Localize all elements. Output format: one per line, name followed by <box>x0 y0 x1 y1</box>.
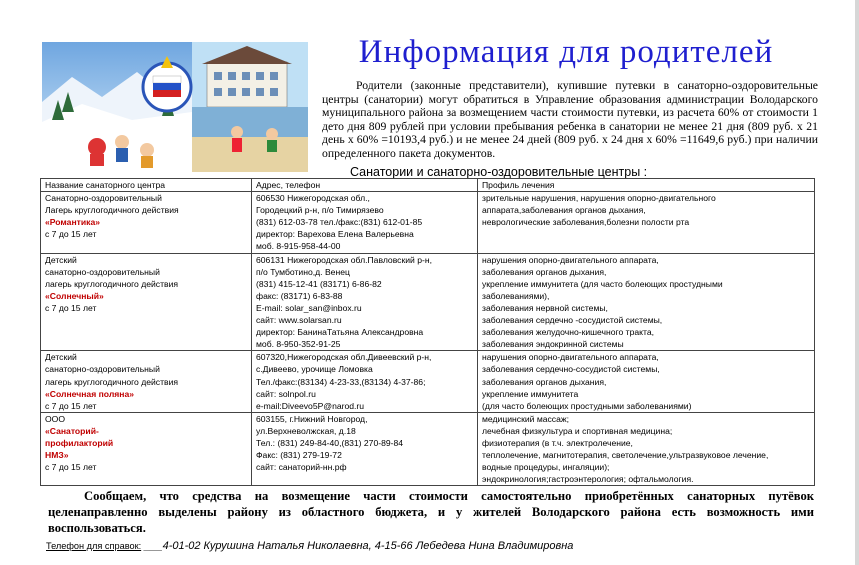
fax-line: факс: (83171) 6-83-88 <box>256 290 343 301</box>
profile-line: водные процедуры, ингаляции); <box>482 462 610 473</box>
name-line: лагерь круглогодичного действия <box>45 278 179 289</box>
mobile-line: моб. 8-915-958-44-00 <box>256 241 341 252</box>
address-line: ул.Верхневолжская, д.18 <box>256 425 356 436</box>
address-line: 607320,Нижегородская обл.Дивеевский р-н, <box>256 352 432 363</box>
fax-line: Факс: (831) 279-19-72 <box>256 450 342 461</box>
name-line: санаторно-оздоровительный <box>45 266 160 277</box>
name-line: Детский <box>45 352 77 363</box>
profile-line: (для часто болеющих простудными заболеваниями) <box>482 400 692 411</box>
director-line: директор: Варехова Елена Валерьевна <box>256 229 414 240</box>
phone-line: (831) 415-12-41 (83171) 6-86-82 <box>256 278 382 289</box>
name-line: лагерь круглогодичного действия <box>45 376 179 387</box>
column-header-address: Адрес, телефон <box>252 179 478 192</box>
vertical-scrollbar[interactable] <box>855 0 859 565</box>
profile-line: нарушения опорно-двигательного аппарата, <box>482 254 659 265</box>
table-row <box>41 192 815 253</box>
director-line: директор: БанинаТатьяна Александровна <box>256 327 424 338</box>
address-line: 606530 Нижегородская обл., <box>256 193 370 204</box>
footer-label: Телефон для справок: <box>46 541 142 551</box>
profile-line: неврологические заболевания,болезни полости рта <box>482 217 690 228</box>
email-link[interactable]: E-mail: solar_san@inbox.ru <box>256 302 362 313</box>
profile-line: заболевания эндокринной системы <box>482 339 624 350</box>
funding-notice: Сообщаем, что средства на возмещение части стоимости самостоятельно приобретённых санаторных путёвок целенаправленно выделены району из областного бюджета, и у жителей Володарского района есть возможность ими воспользоваться. <box>48 489 814 535</box>
name-line: Детский <box>45 254 77 265</box>
age-range: с 7 до 15 лет <box>45 229 97 240</box>
profile-line: заболевания сердечно -сосудистой системы, <box>482 315 663 326</box>
website-link[interactable]: сайт: solnpol.ru <box>256 388 316 399</box>
intro-paragraph: Родители (законные представители), купившие путевки в санаторно-оздоровительные центры (санатории) могут обратиться в Управление образования администрации Володарского муниципального района за возмещением части стоимости путевки, из расчета 60% от стоимости 1 дето дня 809 рублей при условии пребывания ребенка в санатории не менее 21 дня (809 руб. х 21 день х 60% =10193,4 руб.) и не менее 24 дней (809 руб. х 24 дня х 60% =11649,6 руб.) при наличии определенного пакета документов. <box>322 79 818 160</box>
table-row <box>41 351 815 412</box>
age-range: с 7 до 15 лет <box>45 462 97 473</box>
sanatorium-name: НМЗ» <box>45 450 69 461</box>
profile-line: заболевания органов дыхания, <box>482 376 607 387</box>
address-cell <box>252 192 478 253</box>
phone-line: (831) 612-03-78 тел./факс:(831) 612-01-85 <box>256 217 423 228</box>
email-link[interactable]: e-mail:Diveevo5P@narod.ru <box>256 400 365 411</box>
age-range: с 7 до 15 лет <box>45 400 97 411</box>
profile-line: заболевания нервной системы, <box>482 302 608 313</box>
profile-line: укрепление иммунитета (для часто болеющих простудными <box>482 278 723 289</box>
section-title: Санатории и санаторно-оздоровительные центры : <box>350 165 648 179</box>
footer-phones: ___4-01-02 Курушина Наталья Николаевна, 4-15-66 Лебедева Нина Владимировна <box>144 540 574 552</box>
sanatorium-name-cell <box>41 351 252 412</box>
table-row <box>41 253 815 351</box>
profile-line: аппарата,заболевания органов дыхания, <box>482 205 646 216</box>
profile-line: заболевания желудочно-кишечного тракта, <box>482 327 655 338</box>
column-header-name: Название санаторного центра <box>41 179 252 192</box>
address-line: Городецкий р-н, п/о Тимирязево <box>256 205 384 216</box>
website-link[interactable]: сайт: www.solarsan.ru <box>256 315 342 326</box>
name-line: Санаторно-оздоровительный <box>45 193 162 204</box>
treatment-profile-cell <box>478 351 815 412</box>
table-row <box>41 412 815 486</box>
age-range: с 7 до 15 лет <box>45 302 97 313</box>
address-cell <box>252 253 478 351</box>
sanatorium-name-cell <box>41 192 252 253</box>
sanatoriums-table <box>40 178 815 486</box>
footer-contacts <box>46 540 573 552</box>
table-header-row <box>41 179 815 192</box>
sanatorium-name: «Санаторий- <box>45 425 99 436</box>
children-winter-resort-image <box>42 42 308 172</box>
address-cell <box>252 412 478 486</box>
address-line: п/о Тумботино,д. Венец <box>256 266 350 277</box>
column-header-profile: Профиль лечения <box>478 179 815 192</box>
profile-line: заболевания органов дыхания, <box>482 266 607 277</box>
mobile-line: моб. 8-950-352-91-25 <box>256 339 341 350</box>
header-illustration <box>42 42 308 172</box>
sanatorium-name-cell <box>41 412 252 486</box>
address-line: 603155, г.Нижний Новгород, <box>256 413 368 424</box>
profile-line: нарушения опорно-двигательного аппарата, <box>482 352 659 363</box>
treatment-profile-cell <box>478 253 815 351</box>
sanatorium-name-cell <box>41 253 252 351</box>
address-line: 606131 Нижегородская обл.Павловский р-н, <box>256 254 432 265</box>
treatment-profile-cell <box>478 192 815 253</box>
phone-line: Тел.: (831) 249-84-40,(831) 270-89-84 <box>256 437 404 448</box>
name-line: Лагерь круглогодичного действия <box>45 205 179 216</box>
name-line: санаторно-оздоровительный <box>45 364 160 375</box>
profile-line: медицинский массаж; <box>482 413 570 424</box>
profile-line: физиотерапия (в т.ч. электролечение, <box>482 437 633 448</box>
profile-line: зрительные нарушения, нарушения опорно-двигательного <box>482 193 716 204</box>
sanatorium-name: «Солнечный» <box>45 290 104 301</box>
profile-line: эндокринология;гастроэнтерология; офтальмология. <box>482 474 694 485</box>
page-title: Информация для родителей <box>358 34 774 70</box>
profile-line: теплолечение, магнитотерапия, светолечение,ультразвуковое лечение, <box>482 450 769 461</box>
profile-line: укрепление иммунитета <box>482 388 579 399</box>
phone-line: Тел./факс:(83134) 4-23-33,(83134) 4-37-86; <box>256 376 426 387</box>
profile-line: заболеваниями), <box>482 290 550 301</box>
address-line: с.Дивеево, урочище Ломовка <box>256 364 373 375</box>
treatment-profile-cell <box>478 412 815 486</box>
address-cell <box>252 351 478 412</box>
sanatorium-name: профилакторий <box>45 437 114 448</box>
sanatorium-name: «Солнечная поляна» <box>45 388 135 399</box>
website-link[interactable]: сайт: санаторий-нн.рф <box>256 462 347 473</box>
name-line: ООО <box>45 413 66 424</box>
profile-line: заболевания сердечно-сосудистой системы, <box>482 364 660 375</box>
sanatorium-name: «Романтика» <box>45 217 100 228</box>
profile-line: лечебная физкультура и спортивная медицина; <box>482 425 673 436</box>
